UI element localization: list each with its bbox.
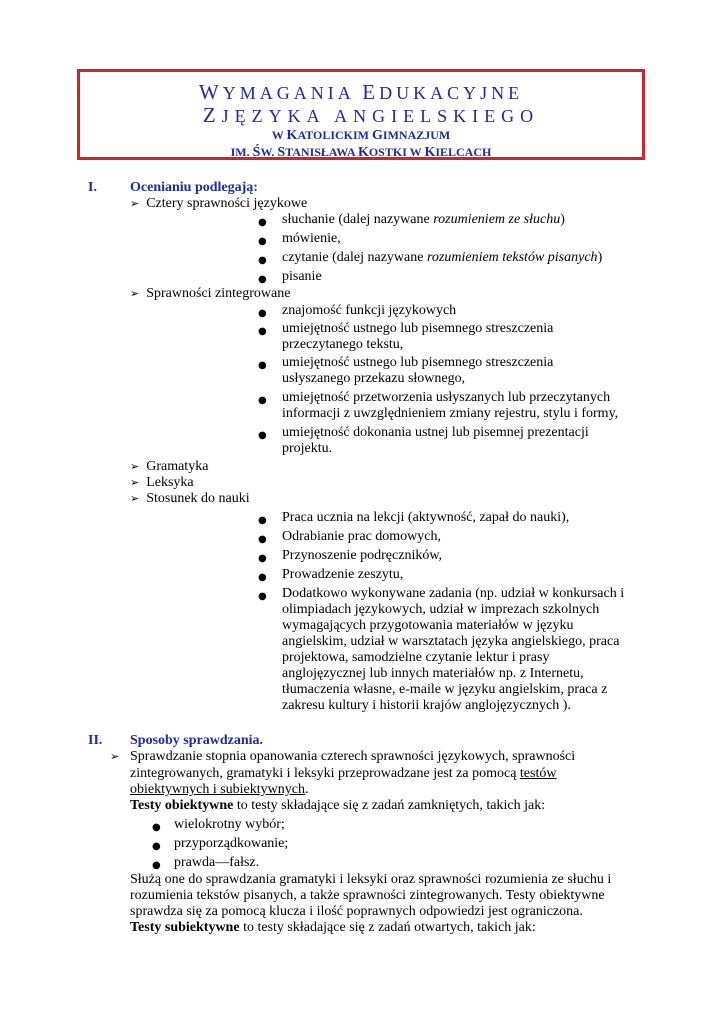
list-item: ➢ Leksyka bbox=[130, 475, 194, 490]
list-item bbox=[258, 252, 267, 270]
arrow-bullet-icon: ➢ bbox=[130, 460, 140, 473]
bullet-icon: ● bbox=[258, 430, 267, 441]
list-item: ➢ Sprawności zintegrowane bbox=[130, 286, 291, 301]
list-item: usłyszanego przekazu słownego, bbox=[282, 371, 466, 386]
bullet-icon: ● bbox=[258, 274, 267, 285]
list-item bbox=[152, 838, 161, 856]
list-item: Dodatkowo wykonywane zadania (np. udział w konkursach i bbox=[282, 586, 625, 601]
arrow-bullet-icon: ➢ bbox=[130, 476, 140, 489]
paragraph: zintegrowanych, gramatyki i leksyki przeprowadzane jest za pomocą testów bbox=[130, 766, 557, 781]
list-item: zakresu kultury i historii krajów anglojęzycznych ). bbox=[282, 698, 571, 713]
bullet-icon: ● bbox=[258, 255, 267, 266]
bullet-icon: ● bbox=[258, 308, 267, 319]
title-line-4: IM. ŚW. STANISŁAWA KOSTKI W KIELCACH bbox=[230, 145, 492, 160]
list-item bbox=[258, 427, 267, 445]
list-item: olimpiadach językowych, udział w imprezach szkolnych bbox=[282, 602, 600, 617]
list-item: umiejętność ustnego lub pisemnego streszczenia bbox=[282, 321, 554, 336]
list-item: umiejętność dokonania ustnej lub pisemnej prezentacji bbox=[282, 425, 589, 440]
list-item bbox=[258, 512, 267, 530]
title-line-3: W KATOLICKIM GIMNAZJUM bbox=[271, 128, 451, 143]
list-item: informacji z uwzględnieniem zmiany rejestru, stylu i formy, bbox=[282, 406, 619, 421]
list-item: przeczytanego tekstu, bbox=[282, 337, 404, 352]
list-item bbox=[110, 749, 119, 766]
bullet-icon: ● bbox=[258, 360, 267, 371]
arrow-bullet-icon: ➢ bbox=[130, 287, 140, 300]
list-item: ➢ Gramatyka bbox=[130, 459, 209, 474]
list-item: pisanie bbox=[282, 269, 322, 284]
list-item bbox=[258, 531, 267, 549]
paragraph: obiektywnych i subiektywnych. bbox=[130, 782, 309, 797]
title-line-2: ZJĘZYKA ANGIELSKIEGO bbox=[202, 103, 540, 127]
section1-number: I. bbox=[88, 180, 97, 195]
list-item bbox=[258, 569, 267, 587]
bullet-icon: ● bbox=[258, 515, 267, 526]
list-item: Prowadzenie zeszytu, bbox=[282, 567, 404, 582]
paragraph: Testy subiektywne to testy składające się z zadań otwartych, takich jak: bbox=[130, 920, 536, 935]
list-item: umiejętność przetworzenia usłyszanych lub przeczytanych bbox=[282, 390, 611, 405]
list-item bbox=[152, 819, 161, 837]
list-item: Odrabianie prac domowych, bbox=[282, 529, 441, 544]
list-item: anglojęzycznej lub innych materiałów np. z Internetu, bbox=[282, 666, 584, 681]
section2-title: Sposoby sprawdzania. bbox=[130, 733, 264, 748]
list-item bbox=[258, 214, 267, 232]
bullet-icon: ● bbox=[258, 217, 267, 228]
bullet-icon: ● bbox=[258, 395, 267, 406]
arrow-bullet-icon: ➢ bbox=[130, 197, 140, 210]
bullet-icon: ● bbox=[152, 841, 161, 852]
list-item: projektu. bbox=[282, 441, 333, 456]
list-item: prawda—fałsz. bbox=[174, 855, 260, 870]
list-item: tłumaczenia własne, e-maile w języku angielskim, praca z bbox=[282, 682, 608, 697]
list-item: umiejętność ustnego lub pisemnego streszczenia bbox=[282, 355, 554, 370]
list-item bbox=[258, 357, 267, 375]
bullet-icon: ● bbox=[258, 326, 267, 337]
list-item: wielokrotny wybór; bbox=[174, 817, 285, 832]
arrow-bullet-icon: ➢ bbox=[110, 750, 120, 763]
list-item: znajomość funkcji językowych bbox=[282, 303, 457, 318]
list-item: projektowa, samodzielne czytanie lektur i prasy bbox=[282, 650, 550, 665]
bullet-icon: ● bbox=[258, 236, 267, 247]
list-item: ➢ Stosunek do nauki bbox=[130, 491, 250, 506]
bullet-icon: ● bbox=[258, 572, 267, 583]
bullet-icon: ● bbox=[258, 553, 267, 564]
paragraph: Testy obiektywne to testy składające się z zadań zamkniętych, takich jak: bbox=[130, 798, 546, 813]
bullet-icon: ● bbox=[152, 822, 161, 833]
list-item bbox=[258, 323, 267, 341]
bullet-icon: ● bbox=[258, 591, 267, 602]
title-box bbox=[77, 69, 645, 160]
list-item bbox=[258, 305, 267, 323]
list-item bbox=[258, 233, 267, 251]
list-item: angielskim, udział w warsztatach języka angielskiego, praca bbox=[282, 634, 620, 649]
paragraph: Sprawdzanie stopnia opanowania czterech sprawności językowych, sprawności bbox=[130, 749, 576, 764]
list-item: czytanie (dalej nazywane rozumieniem tekstów pisanych) bbox=[282, 250, 603, 265]
paragraph: Służą one do sprawdzania gramatyki i leksyki oraz sprawności rozumienia ze słuchu i bbox=[130, 872, 612, 887]
list-item: mówienie, bbox=[282, 231, 341, 246]
bullet-icon: ● bbox=[152, 860, 161, 871]
section1-title: Ocenianiu podlegają: bbox=[130, 180, 258, 195]
title-line-1: WYMAGANIA EDUKACYJNE bbox=[198, 80, 524, 104]
list-item: Przynoszenie podręczników, bbox=[282, 548, 443, 563]
section2-number: II. bbox=[88, 733, 103, 748]
list-item bbox=[258, 550, 267, 568]
list-item bbox=[258, 392, 267, 410]
paragraph: sprawdza się za pomocą klucza i ilość poprawnych odpowiedzi jest ograniczona. bbox=[130, 904, 583, 919]
list-item: wymagających przygotowania materiałów w języku bbox=[282, 618, 574, 633]
bullet-icon: ● bbox=[258, 534, 267, 545]
arrow-bullet-icon: ➢ bbox=[130, 492, 140, 505]
paragraph: rozumienia tekstów pisanych, a także sprawności zintegrowanych. Testy obiektywne bbox=[130, 888, 605, 903]
list-item: ➢ Cztery sprawności językowe bbox=[130, 196, 308, 211]
list-item bbox=[258, 588, 267, 606]
list-item: Praca ucznia na lekcji (aktywność, zapał do nauki), bbox=[282, 510, 570, 525]
list-item: słuchanie (dalej nazywane rozumieniem ze słuchu) bbox=[282, 212, 565, 227]
list-item: przyporządkowanie; bbox=[174, 836, 289, 851]
